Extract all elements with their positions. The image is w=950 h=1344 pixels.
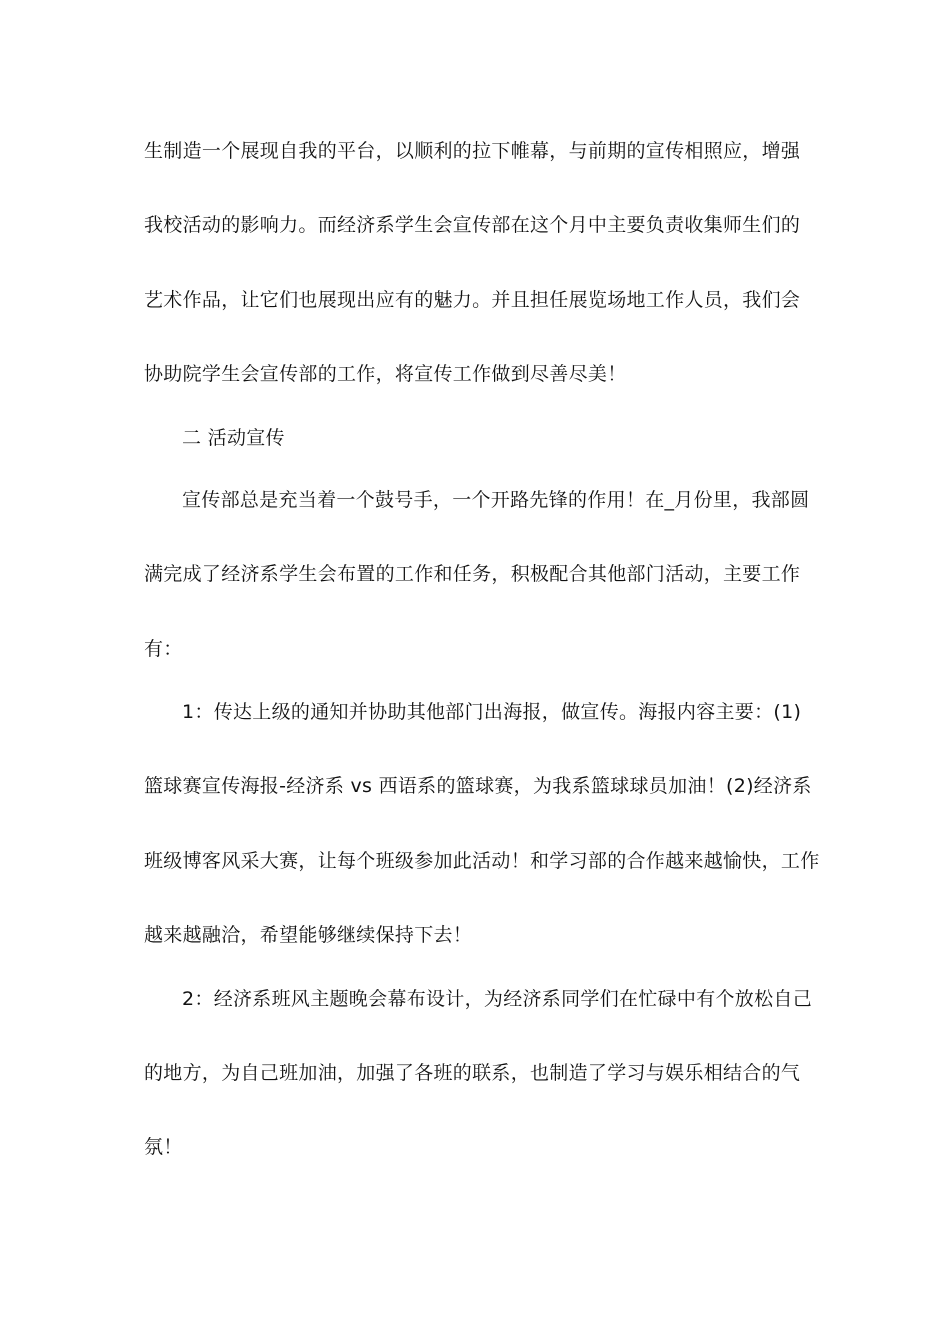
list-item-line: 越来越融洽，希望能够继续保持下去！ xyxy=(144,924,473,946)
paragraph-line: 我校活动的影响力。而经济系学生会宣传部在这个月中主要负责收集师生们的 xyxy=(144,214,801,236)
paragraph-line: 宣传部总是充当着一个鼓号手，一个开路先锋的作用！在_月份里，我部圆 xyxy=(182,489,810,511)
paragraph-line: 有： xyxy=(144,638,183,660)
list-item-line: 氛！ xyxy=(144,1136,183,1158)
list-item-line: 2：经济系班风主题晚会幕布设计，为经济系同学们在忙碌中有个放松自己 xyxy=(182,988,812,1010)
list-item-line: 1：传达上级的通知并协助其他部门出海报，做宣传。海报内容主要：(1) xyxy=(182,701,802,723)
paragraph-line: 艺术作品，让它们也展现出应有的魅力。并且担任展览场地工作人员，我们会 xyxy=(144,289,801,311)
list-item-line: 篮球赛宣传海报-经济系 vs 西语系的篮球赛，为我系篮球球员加油！(2)经济系 xyxy=(144,775,812,797)
paragraph-line: 生制造一个展现自我的平台，以顺利的拉下帷幕，与前期的宣传相照应，增强 xyxy=(144,140,801,162)
paragraph-line: 满完成了经济系学生会布置的工作和任务，积极配合其他部门活动，主要工作 xyxy=(144,563,801,585)
list-item-line: 班级博客风采大赛，让每个班级参加此活动！和学习部的合作越来越愉快，工作 xyxy=(144,850,820,872)
list-item-line: 的地方，为自己班加油，加强了各班的联系，也制造了学习与娱乐相结合的气 xyxy=(144,1062,801,1084)
section-heading: 二 活动宣传 xyxy=(182,427,285,449)
paragraph-line: 协助院学生会宣传部的工作，将宣传工作做到尽善尽美！ xyxy=(144,363,627,385)
